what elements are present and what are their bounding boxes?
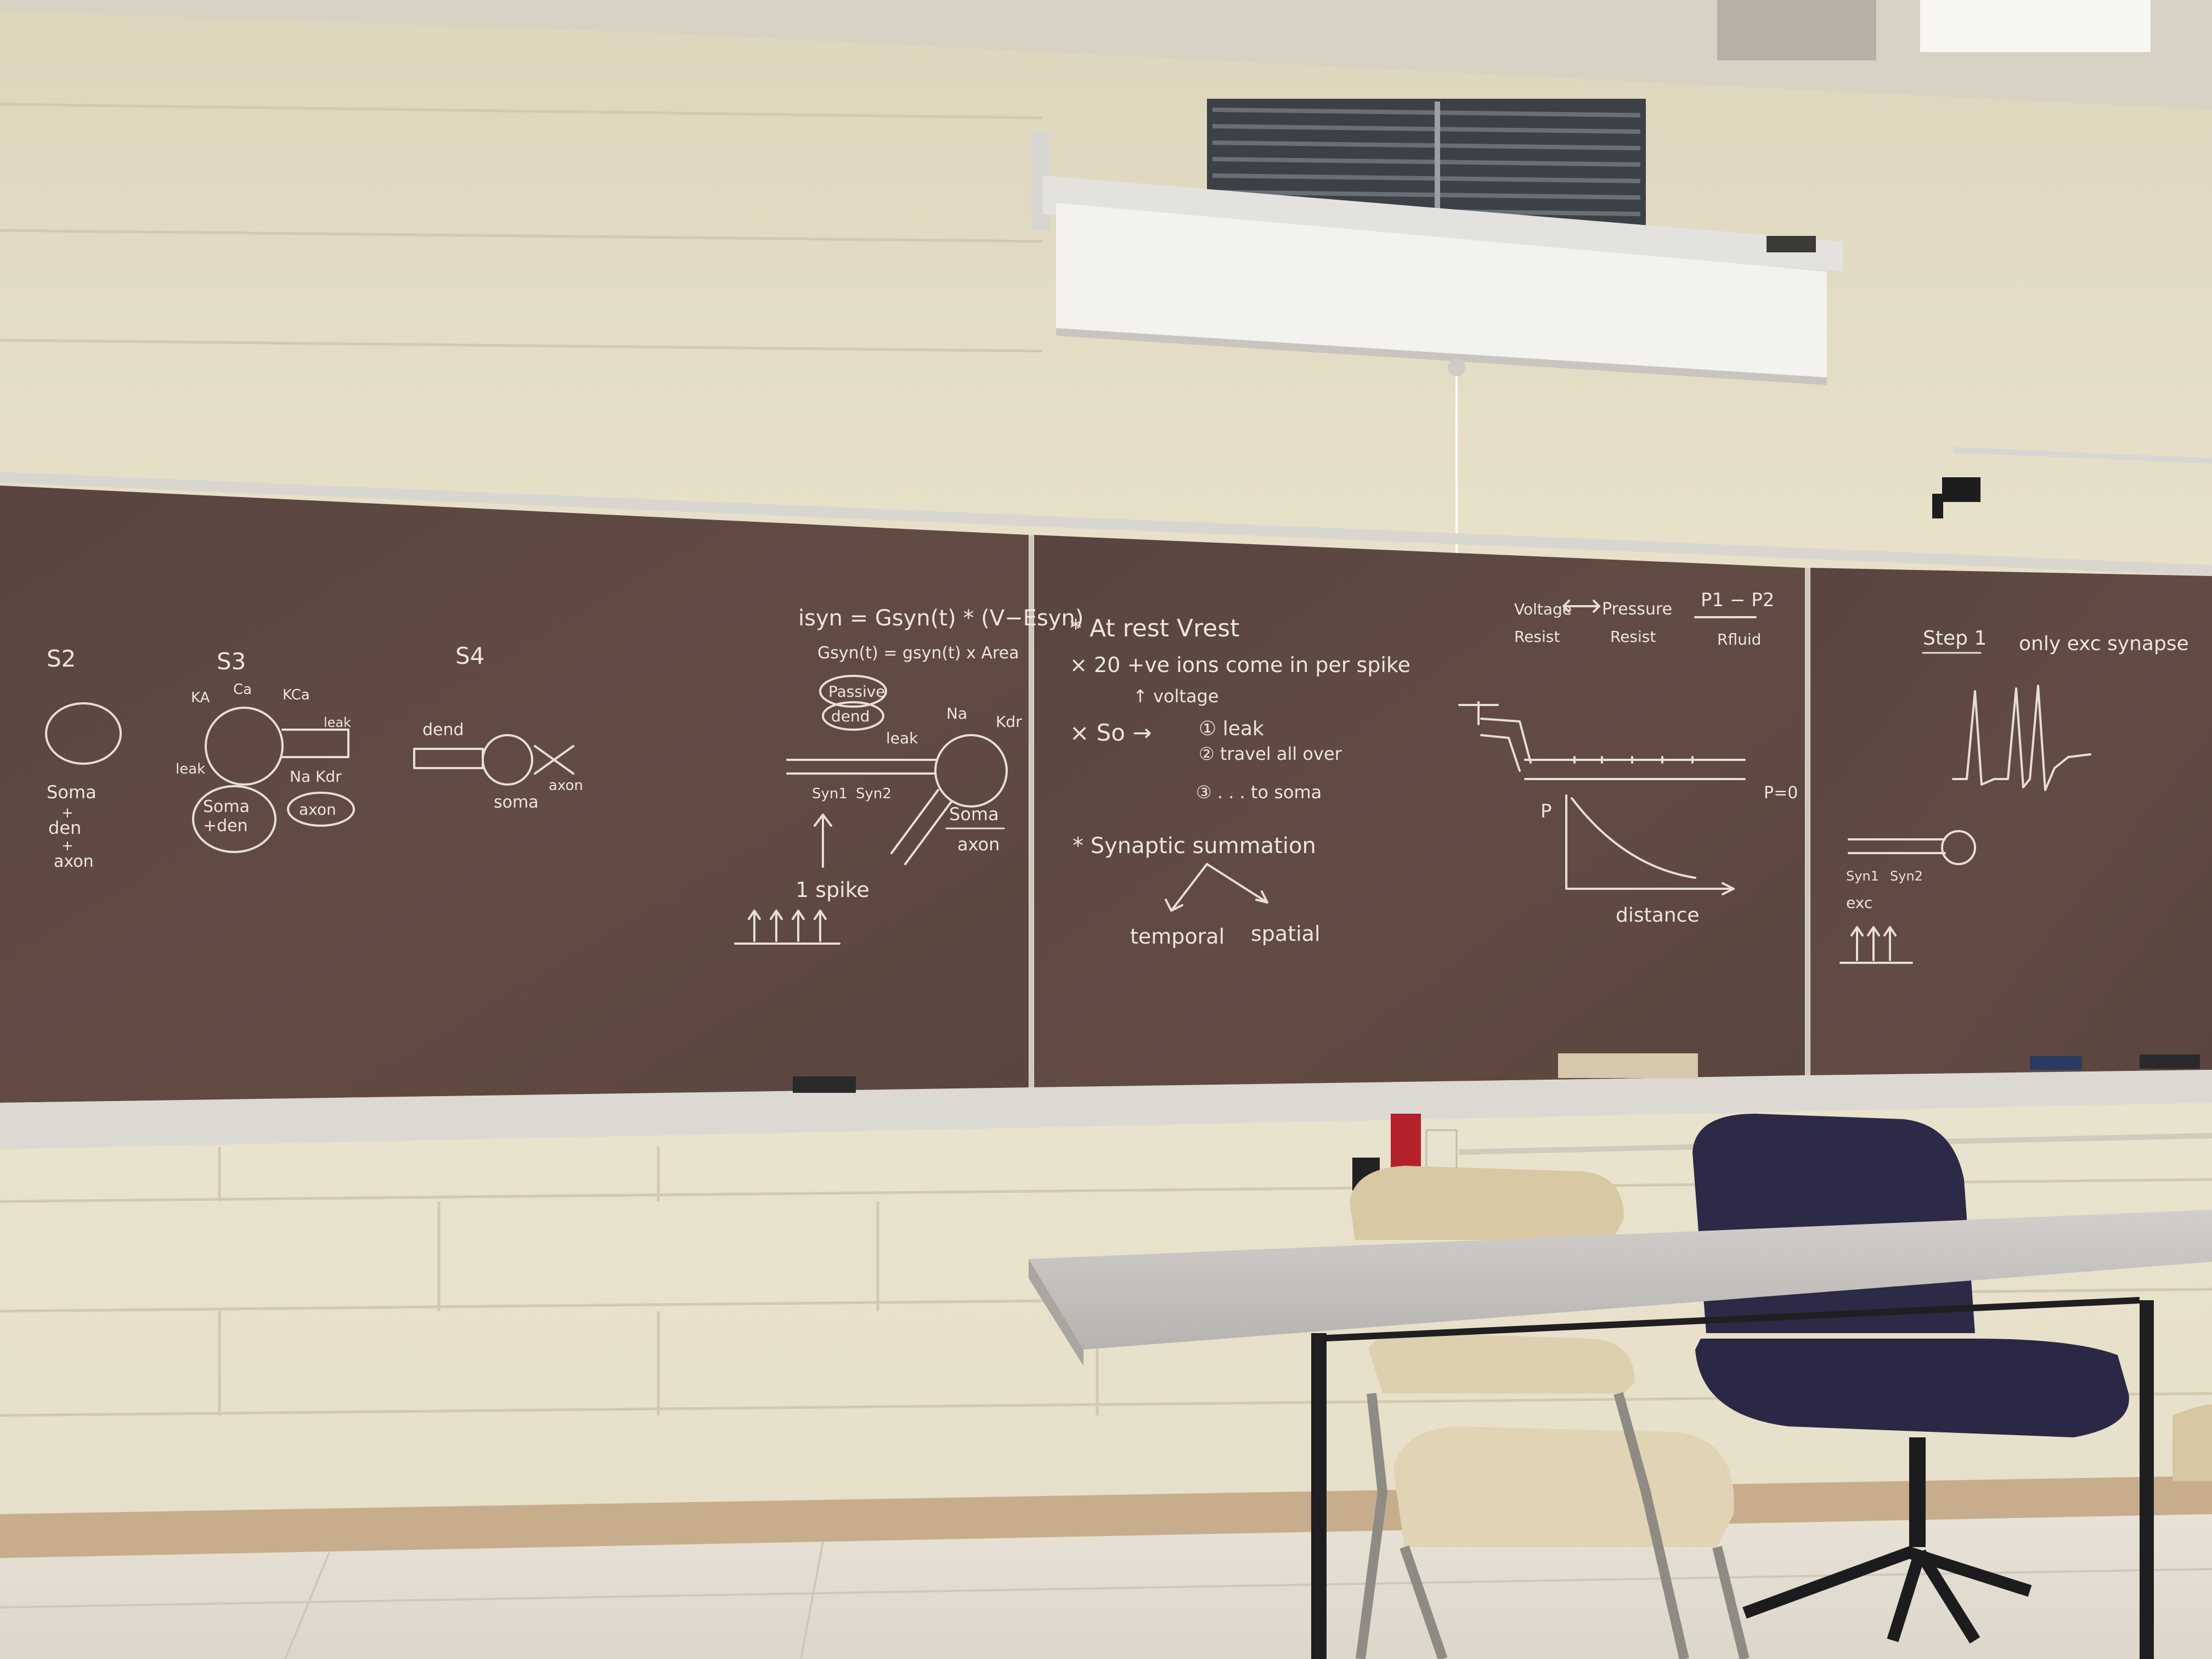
equation-gsyn: Gsyn(t) = gsyn(t) x Area xyxy=(817,644,1019,663)
wall-outlet xyxy=(1426,1130,1457,1169)
mid-line-ions: × 20 +ve ions come in per spike xyxy=(1070,653,1410,677)
ceiling-light xyxy=(1920,0,2151,52)
label-p-zero: P=0 xyxy=(1764,783,1798,803)
eraser-left xyxy=(793,1076,856,1093)
s3-label-leak-right: leak xyxy=(324,715,352,730)
label-s3: S3 xyxy=(217,648,246,675)
mid-line-voltage: ↑ voltage xyxy=(1133,686,1219,707)
label-passive: Passive xyxy=(828,682,885,701)
s2-label-plus1: + xyxy=(61,805,74,821)
s3-label-leak-left: leak xyxy=(176,761,206,777)
mid-item-leak: ① leak xyxy=(1199,718,1264,740)
s3-label-den: +den xyxy=(203,816,248,836)
chair-partial-right xyxy=(2172,1404,2212,1481)
label-p: P xyxy=(1541,800,1552,822)
s4-label-soma: soma xyxy=(494,793,539,812)
label-voltage: Voltage xyxy=(1514,600,1572,618)
label-distance: distance xyxy=(1616,904,1700,927)
mid-item-soma: ③ . . . to soma xyxy=(1196,782,1322,803)
label-pressure: Pressure xyxy=(1602,600,1673,619)
s3-label-kca: KCa xyxy=(283,687,310,703)
right-syn1: Syn1 xyxy=(1846,868,1879,884)
fire-alarm xyxy=(1391,1114,1421,1169)
mid-spatial: spatial xyxy=(1251,922,1321,946)
label-s2: S2 xyxy=(47,645,76,672)
label-s4: S4 xyxy=(455,642,485,669)
label-soma-right: Soma xyxy=(949,804,999,825)
label-axon-right: axon xyxy=(957,834,1000,855)
label-na: Na xyxy=(946,704,968,723)
s4-label-axon: axon xyxy=(549,777,583,794)
eraser-far-right xyxy=(2140,1054,2200,1069)
label-syn2: Syn2 xyxy=(856,786,891,802)
s2-label-soma: Soma xyxy=(47,782,97,803)
label-dend: dend xyxy=(831,707,870,725)
mid-temporal: temporal xyxy=(1130,924,1225,949)
s3-label-axon: axon xyxy=(299,800,336,819)
eraser-right xyxy=(2030,1056,2082,1070)
s3-label-soma: Soma xyxy=(203,797,250,816)
s3-label-ca: Ca xyxy=(233,681,252,698)
equation-isyn: isyn = Gsyn(t) * (V−Esyn) xyxy=(798,606,1084,631)
mid-summation: * Synaptic summation xyxy=(1073,833,1316,859)
right-only-exc: only exc synapse xyxy=(2019,633,2189,655)
mid-line-at-rest: * At rest Vrest xyxy=(1070,614,1240,642)
s3-label-na-kdr: Na Kdr xyxy=(290,768,342,786)
right-step-1: Step 1 xyxy=(1923,627,1987,650)
label-kdr: Kdr xyxy=(996,713,1022,731)
label-leak: leak xyxy=(886,729,918,747)
ceiling-vent-square xyxy=(1717,0,1876,60)
s2-label-plus2: + xyxy=(61,838,74,854)
s2-label-axon: axon xyxy=(54,852,94,871)
s3-label-ka: KA xyxy=(191,690,210,706)
right-exc: exc xyxy=(1846,894,1873,912)
label-resist-1: Resist xyxy=(1514,628,1560,646)
mid-item-travel: ② travel all over xyxy=(1199,743,1342,764)
label-resist-2: Resist xyxy=(1610,628,1656,646)
s4-label-dend: dend xyxy=(422,720,464,740)
label-syn1: Syn1 xyxy=(812,786,848,802)
label-one-spike: 1 spike xyxy=(795,878,870,902)
s2-label-den: den xyxy=(48,817,82,838)
mid-line-so: × So → xyxy=(1070,719,1152,746)
label-ratio-top: P1 − P2 xyxy=(1701,589,1775,611)
label-ratio-bottom: Rfluid xyxy=(1717,630,1762,648)
wood-block xyxy=(1558,1053,1698,1078)
right-syn2: Syn2 xyxy=(1890,868,1923,884)
